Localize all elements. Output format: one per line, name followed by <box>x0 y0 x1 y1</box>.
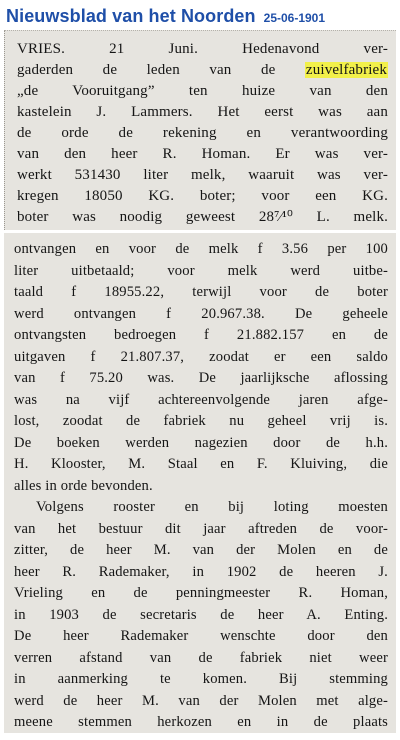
article-line: kastelein J. Lammers. Het eerst was aan <box>17 104 388 120</box>
article-line <box>17 60 388 81</box>
article-line: werkt 531430 liter melk, waaruit was ver- <box>17 167 388 183</box>
clipping-part-1 <box>4 30 396 230</box>
article-line: werd de heer M. van der Molen met alge- <box>14 692 388 709</box>
highlighted-term: zuivelfabriek <box>305 62 387 78</box>
article-line: De boeken werden nagezien door de h.h. <box>14 434 388 451</box>
article-line: boter was noodig geweest 28⁷⁄¹⁰ L. melk. <box>17 209 388 225</box>
article-line: zitter, de heer M. van der Molen en de <box>14 542 388 558</box>
article-line: meene stemmen herkozen en in de plaats <box>14 714 388 730</box>
clipping-part-2 <box>4 233 396 733</box>
article-line: liter uitbetaald; voor melk werd uitbe- <box>14 262 388 279</box>
article-line: in aanmerking te komen. Bij stemming <box>14 671 388 687</box>
article-line: „de Vooruitgang” ten huize van den <box>17 83 388 99</box>
newspaper-title: Nieuwsblad van het Noorden <box>6 6 256 26</box>
article-line: de orde de rekening en verantwoording <box>17 125 388 141</box>
article-line: taald f 18955.22, terwijl voor de boter <box>14 284 388 300</box>
article-line: van f 75.20 was. De jaarlijksche aflossing <box>14 370 388 386</box>
article-line: was na vijf achtereenvolgende jaren afge- <box>14 391 388 408</box>
publication-date: 25-06-1901 <box>263 11 326 25</box>
source-header <box>6 6 325 30</box>
article-line: ontvangen en voor de melk f 3.56 per 100 <box>14 241 388 257</box>
article-line: heer R. Rademaker, in 1902 de heeren J. <box>14 563 388 580</box>
article-line <box>17 39 388 60</box>
article-line: H. Klooster, M. Staal en F. Kluiving, die <box>14 456 388 472</box>
line-text: gaderden de leden van de <box>17 62 276 78</box>
article-line: lost, zoodat de fabriek nu geheel vrij is. <box>14 413 388 429</box>
article-line: De heer Rademaker wenschte door den <box>14 628 388 644</box>
dateline-rest: 21 Juni. Hedenavond ver- <box>109 41 388 57</box>
article-line: van het bestuur dit jaar aftreden de voor- <box>14 520 388 537</box>
article-line: werd ontvangen f 20.967.38. De geheele <box>14 305 388 322</box>
dateline-place: VRIES. <box>17 41 65 57</box>
article-line: in 1903 de secretaris de heer A. Enting. <box>14 606 388 623</box>
article-line: Volgens rooster en bij loting moesten <box>36 499 388 515</box>
article-line: Vrieling en de penningmeester R. Homan, <box>14 585 388 601</box>
article-line: van den heer R. Homan. Er was ver- <box>17 146 388 162</box>
article-line: uitgaven f 21.807.37, zoodat er een saldo <box>14 348 388 365</box>
article-line: ontvangsten bedroegen f 21.882.157 en de <box>14 327 388 343</box>
article-line: kregen 18050 KG. boter; voor een KG. <box>17 188 388 204</box>
article-line: verren afstand van de fabriek niet weer <box>14 649 388 666</box>
article-line: alles in orde bevonden. <box>14 477 153 494</box>
